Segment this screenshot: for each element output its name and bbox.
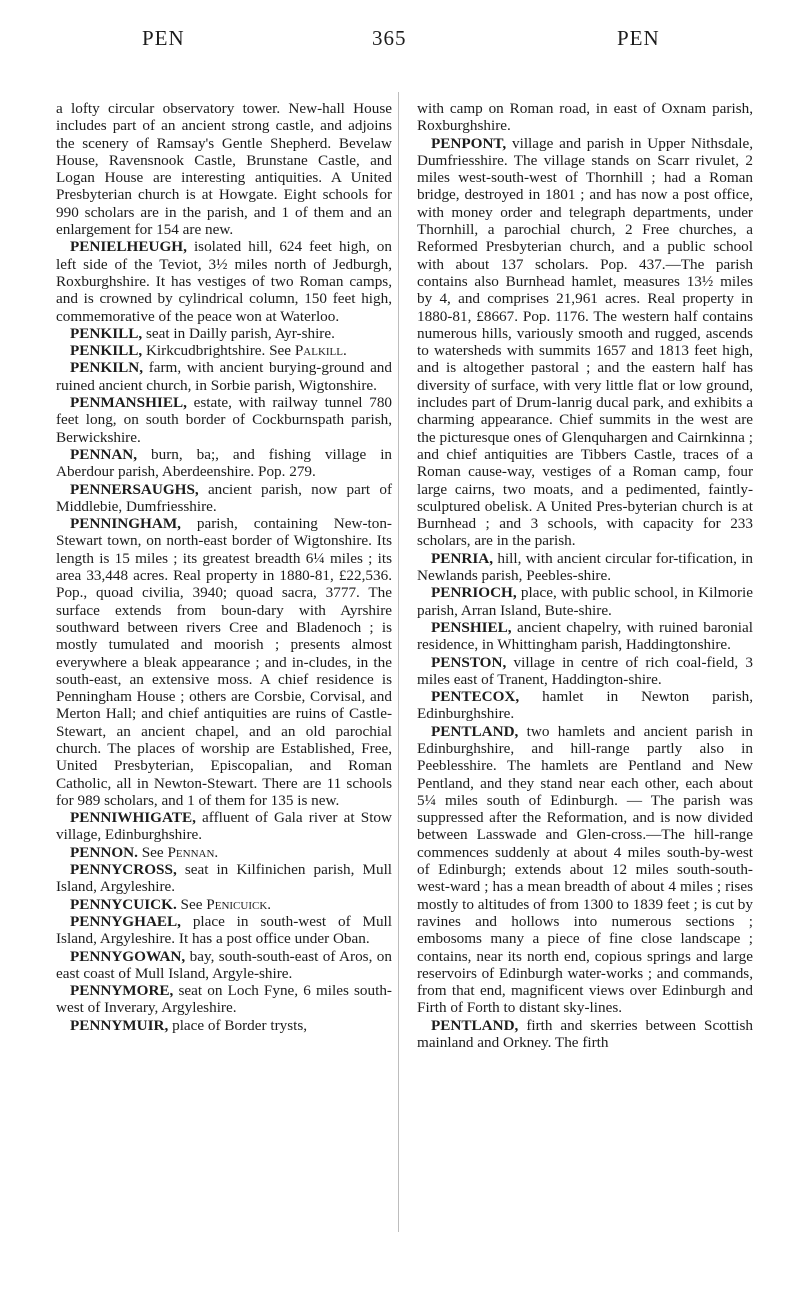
entry-headword: PENRIOCH, bbox=[431, 584, 517, 602]
dictionary-entry bbox=[417, 654, 753, 689]
cross-reference: Pennan. bbox=[167, 843, 219, 861]
dictionary-entry bbox=[417, 688, 753, 723]
dictionary-entry bbox=[417, 100, 753, 135]
entry-headword: PENNYMUIR, bbox=[70, 1016, 169, 1034]
entry-text: burn, ba;, and fishing village in Aberdour parish, Aberdeenshire. Pop. 279. bbox=[56, 445, 393, 481]
entry-text: estate, with railway tunnel 780 feet long, on south border of Cockburnspath parish, Berwickshire. bbox=[56, 394, 393, 446]
running-head bbox=[0, 26, 800, 50]
dictionary-entry bbox=[56, 515, 392, 809]
dictionary-entry bbox=[56, 325, 392, 342]
entry-text: ancient chapelry, with ruined baronial residence, in Whittingham parish, Haddingtonshire. bbox=[417, 618, 753, 654]
entry-text: firth and skerries between Scottish mainland and Orkney. The firth bbox=[417, 1016, 753, 1052]
entry-headword: PENNYGOWAN, bbox=[70, 947, 186, 965]
entry-text: hill, with ancient circular for-tification, in Newlands parish, Peebles-shire. bbox=[417, 549, 754, 585]
entry-text: farm, with ancient burying-ground and ruined ancient church, in Sorbie parish, Wigtonshire. bbox=[56, 359, 392, 394]
entry-text: isolated hill, 624 feet high, on left side of the Teviot, 3½ miles north of Jedburgh, Roxburghshire. It has vestiges of two Roman camps, and is crowned by cylindrical column, 150 feet high, commemorative of the peace won at Waterloo. bbox=[56, 238, 392, 325]
entry-text: seat in Dailly parish, Ayr-shire. bbox=[145, 324, 335, 342]
dictionary-entry bbox=[56, 359, 392, 394]
entry-headword: PENSTON, bbox=[431, 653, 507, 671]
entry-text: ancient parish, now part of Middlebie, Dumfriesshire. bbox=[56, 480, 393, 515]
entry-text: See bbox=[180, 895, 203, 913]
dictionary-entry bbox=[417, 1017, 753, 1052]
entry-text: Kirkcudbrightshire. See bbox=[145, 342, 292, 360]
entry-text: See bbox=[141, 843, 164, 861]
entry-text: seat in Kilfinichen parish, Mull Island, Argyleshire. bbox=[56, 861, 393, 896]
entry-text: affluent of Gala river at Stow village, Edinburghshire. bbox=[56, 809, 392, 844]
dictionary-entry bbox=[56, 1017, 392, 1034]
header-left-word: PEN bbox=[142, 26, 185, 50]
dictionary-entry bbox=[417, 135, 753, 550]
entry-headword: PENNYCUICK. bbox=[70, 895, 177, 913]
entry-headword: PENKILL, bbox=[70, 324, 143, 342]
entry-headword: PENRIA, bbox=[431, 549, 494, 567]
entry-headword: PENNIWHIGATE, bbox=[70, 809, 196, 827]
entry-headword: PENNYMORE, bbox=[70, 982, 174, 1000]
dictionary-entry bbox=[417, 619, 753, 654]
cross-reference: Penicuick. bbox=[206, 895, 272, 913]
entry-text: bay, south-south-east of Aros, on east coast of Mull Island, Argyle-shire. bbox=[56, 947, 392, 982]
dictionary-entry bbox=[56, 861, 392, 896]
entry-headword: PENPONT, bbox=[431, 134, 507, 152]
page-number: 365 bbox=[372, 26, 407, 50]
entry-headword: PENNINGHAM, bbox=[70, 515, 181, 533]
entry-text: village and parish in Upper Nithsdale, Dumfriesshire. The village stands on Scarr rivulet, 2 miles west-south-west of Thornhill ; had a Roman bridge, destroyed in 1801 ; and has now a post office, with money order and telegraph departments, under Thornhill, a parochial church, 2 Free churches, a Reformed Presbyterian church, and a public school with about 137 scholars. Pop. 437.—The parish contains also Burnhead hamlet, measures 13½ miles by 4, and comprises 21,961 acres. Real property in 1880-81, £8667. Pop. 1176. The western half contains numerous hills, variously smooth and rugged, ascends to watersheds with summits 1657 and 1813 feet high, and is altogether pastoral ; and the eastern half has diversity of surface, with very little flat or low ground, includes part of Drum-lanrig ducal park, and exhibits a charming appearance. Chief summits in the west are the picturesque ones of Glenquhargen and Cairnkinna ; and chief antiquities are Tibbers Castle, traces of a Roman cause-way, vestiges of a Roman camp, four large cairns, two moats, and a pedimented, faintly-sculptured obelisk. A United Pres-byterian church is at Burnhead ; and 3 schools, with capacity for 233 scholars, are in the parish. bbox=[417, 134, 753, 550]
entry-text: place, with public school, in Kilmorie parish, Arran Island, Bute-shire. bbox=[417, 584, 754, 619]
column-divider bbox=[398, 92, 399, 1232]
dictionary-entry bbox=[56, 948, 392, 983]
dictionary-entry bbox=[56, 446, 392, 481]
entry-text: place of Border trysts, bbox=[172, 1016, 308, 1034]
entry-text: parish, containing New-ton-Stewart town, on north-east border of Wigtonshire. Its length is 15 miles ; its greatest breadth 6¼ miles ; its area 33,448 acres. Real property in 1880-81, £22,536. Pop., quoad civilia, 3940; quoad sacra, 3777. The surface extends from boun-dary with Ayrshire southward between rivers Cree and Bladenoch ; is mostly tumulated and moorish ; presents almost everywhere a bleak appearance ; and in-cludes, in the south-east, an extensive moss. A chief residence is Penningham House ; others are Corsbie, Corvisal, and Merton Hall; and chief antiquities are ruins of Castle-Stewart, an ancient chapel, and an old parochial church. The places of worship are Established, Free, United Presbyterian, Episcopalian, and Roman Catholic, all in Newton-Stewart. There are 11 schools for 989 scholars, and 1 of them for 135 is new. bbox=[56, 515, 392, 809]
dictionary-entry bbox=[417, 723, 753, 1017]
entry-headword: PENTECOX, bbox=[431, 688, 520, 706]
entry-headword: PENMANSHIEL, bbox=[70, 394, 187, 412]
dictionary-entry bbox=[417, 584, 753, 619]
entry-text: place in south-west of Mull Island, Argyleshire. It has a post office under Oban. bbox=[56, 912, 392, 948]
entry-text: with camp on Roman road, in east of Oxnam parish, Roxburghshire. bbox=[417, 100, 753, 135]
left-column bbox=[56, 100, 392, 1034]
dictionary-entry bbox=[56, 342, 392, 359]
entry-text: seat on Loch Fyne, 6 miles south-west of Inverary, Argyleshire. bbox=[56, 982, 392, 1017]
entry-headword: PENIELHEUGH, bbox=[70, 238, 187, 256]
dictionary-entry bbox=[56, 896, 392, 913]
entry-headword: PENKILL, bbox=[70, 342, 143, 360]
dictionary-entry bbox=[56, 394, 392, 446]
entry-text: hamlet in Newton parish, Edinburghshire. bbox=[417, 688, 754, 723]
entry-headword: PENSHIEL, bbox=[431, 618, 512, 636]
right-column bbox=[417, 100, 753, 1051]
dictionary-entry bbox=[56, 844, 392, 861]
dictionary-entry bbox=[417, 550, 753, 585]
entry-headword: PENNAN, bbox=[70, 445, 138, 463]
entry-headword: PENNERSAUGHS, bbox=[70, 480, 199, 498]
entry-text: two hamlets and ancient parish in Edinburghshire, and hill-range partly also in Peeblesshire. The hamlets are Pentland and New Pentland, and they stand near each other, each about 5¼ miles south of Edinburgh. — The parish was suppressed after the Reformation, and is now divided between Lasswade and Glen-cross.—The hill-range commences suddenly at about 4 miles south-by-west of Edinburgh; extends about 12 miles south-south-west-ward ; has a mean breadth of about 4 miles ; rises mostly to altitudes of from 1300 to 1839 feet ; is cut by ravines and hollows into numerous sections ; embosoms many a piece of fine close landscape ; contains, near its north end, copious springs and large reservoirs of Edinburgh water-works ; and commands, from that end, magnificent views over Edinburgh and Firth of Forth to distant sky-lines. bbox=[417, 722, 754, 1017]
entry-headword: PENTLAND, bbox=[431, 1016, 519, 1034]
entry-headword: PENKILN, bbox=[70, 359, 143, 377]
dictionary-entry bbox=[56, 913, 392, 948]
dictionary-entry bbox=[56, 481, 392, 516]
entry-headword: PENNYGHAEL, bbox=[70, 912, 181, 930]
dictionary-entry bbox=[56, 809, 392, 844]
entry-text: village in centre of rich coal-field, 3 miles east of Tranent, Haddington-shire. bbox=[417, 653, 754, 688]
entry-text: a lofty circular observatory tower. New-hall House includes part of an ancient strong castle, and adjoins the scenery of Ramsay's Gentle Shepherd. Bevelaw House, Ravensnook Castle, Brunstane Castle, and Logan House are interesting antiquities. A United Presbyterian church is at Howgate. Eight schools for 990 scholars are in the parish, and 1 of them and an enlargement for 154 are new. bbox=[56, 100, 392, 239]
header-right-word: PEN bbox=[617, 26, 660, 50]
entry-headword: PENTLAND, bbox=[431, 722, 519, 740]
entry-headword: PENNYCROSS, bbox=[70, 861, 177, 879]
dictionary-entry bbox=[56, 238, 392, 324]
entry-headword: PENNON. bbox=[70, 843, 138, 861]
cross-reference: Palkill. bbox=[294, 342, 347, 360]
dictionary-entry bbox=[56, 100, 392, 238]
dictionary-entry bbox=[56, 982, 392, 1017]
